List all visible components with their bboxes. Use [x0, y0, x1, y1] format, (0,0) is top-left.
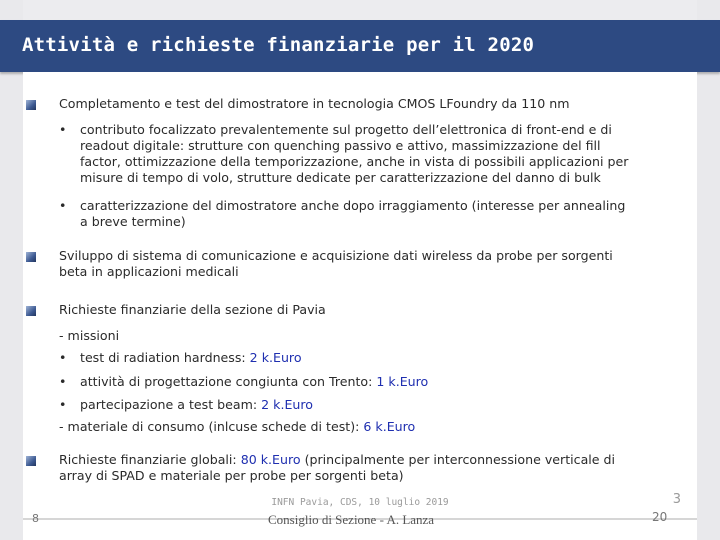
text-line: beta in applicazioni medicali	[59, 264, 239, 279]
bullet-icon: •	[59, 198, 67, 213]
item-text: partecipazione a test beam:	[80, 397, 262, 412]
slide-title: Attività e richieste finanziarie per il 2020	[22, 34, 535, 56]
bullet-item	[80, 122, 680, 186]
globali-amount: 80 k.Euro	[240, 452, 301, 467]
section-heading	[59, 452, 679, 484]
section-heading: Richieste finanziarie della sezione di Pavia	[59, 302, 326, 317]
item-amount: 2 k.Euro	[249, 350, 302, 365]
square-bullet-icon	[26, 306, 36, 316]
text-line: Sviluppo di sistema di comunicazione e acquisizione dati wireless da probe per sorgenti	[59, 248, 613, 263]
consumo-text: - materiale di consumo (inlcuse schede di test):	[59, 419, 364, 434]
window-frame-left	[0, 0, 23, 540]
page-number: 3	[672, 492, 681, 507]
globali-suffix: (principalmente per interconnessione verticale di	[300, 452, 616, 467]
text-line: factor, ottimizzazione della temporizzazione, anche in vista di possibili applicazioni per	[80, 154, 629, 169]
text-line: readout digitale: strutture con quenching passivo e attivo, massimizzazione del fill	[80, 138, 601, 153]
consumo-line	[59, 419, 679, 435]
square-bullet-icon	[26, 456, 36, 466]
consumo-amount: 6 k.Euro	[363, 419, 416, 434]
window-frame-top	[0, 0, 720, 20]
item-text: attività di progettazione congiunta con Trento:	[80, 374, 377, 389]
text-line: contributo focalizzato prevalentemente sul progetto dell’elettronica di front-end e di	[80, 122, 612, 137]
bullet-icon: •	[59, 397, 67, 412]
section-heading: Completamento e test del dimostratore in tecnologia CMOS LFoundry da 110 nm	[59, 96, 570, 111]
underlay-footer-text: Consiglio di Sezione - A. Lanza	[268, 512, 435, 527]
text-line: misure di tempo di volo, strutture dedicate per caratterizzazione del danno di bulk	[80, 170, 601, 185]
missioni-label: - missioni	[59, 328, 120, 343]
text-line	[59, 452, 679, 468]
underlay-right-number: 20	[652, 510, 668, 524]
item-amount: 1 k.Euro	[376, 374, 429, 389]
bullet-item	[80, 374, 680, 390]
bullet-item	[80, 397, 680, 413]
window-frame-right	[697, 0, 720, 540]
text-line: caratterizzazione del dimostratore anche dopo irraggiamento (interesse per annealing	[80, 198, 626, 213]
globali-prefix: Richieste finanziarie globali:	[59, 452, 241, 467]
slide-body	[23, 72, 697, 518]
bullet-icon: •	[59, 374, 67, 389]
bullet-icon: •	[59, 122, 67, 137]
bullet-item	[80, 350, 680, 366]
underlay-left-number: 8	[32, 512, 39, 525]
square-bullet-icon	[26, 100, 36, 110]
bullet-item	[80, 198, 680, 230]
item-amount: 2 k.Euro	[261, 397, 313, 412]
square-bullet-icon	[26, 252, 36, 262]
text-line: a breve termine)	[80, 214, 186, 229]
text-line: array di SPAD e materiale per probe per sorgenti beta)	[59, 468, 404, 483]
footer-text: INFN Pavia, CDS, 10 luglio 2019	[271, 497, 449, 508]
item-text: test di radiation hardness:	[80, 350, 250, 365]
title-bar	[0, 20, 720, 72]
section-heading	[59, 248, 679, 280]
bullet-icon: •	[59, 350, 67, 365]
